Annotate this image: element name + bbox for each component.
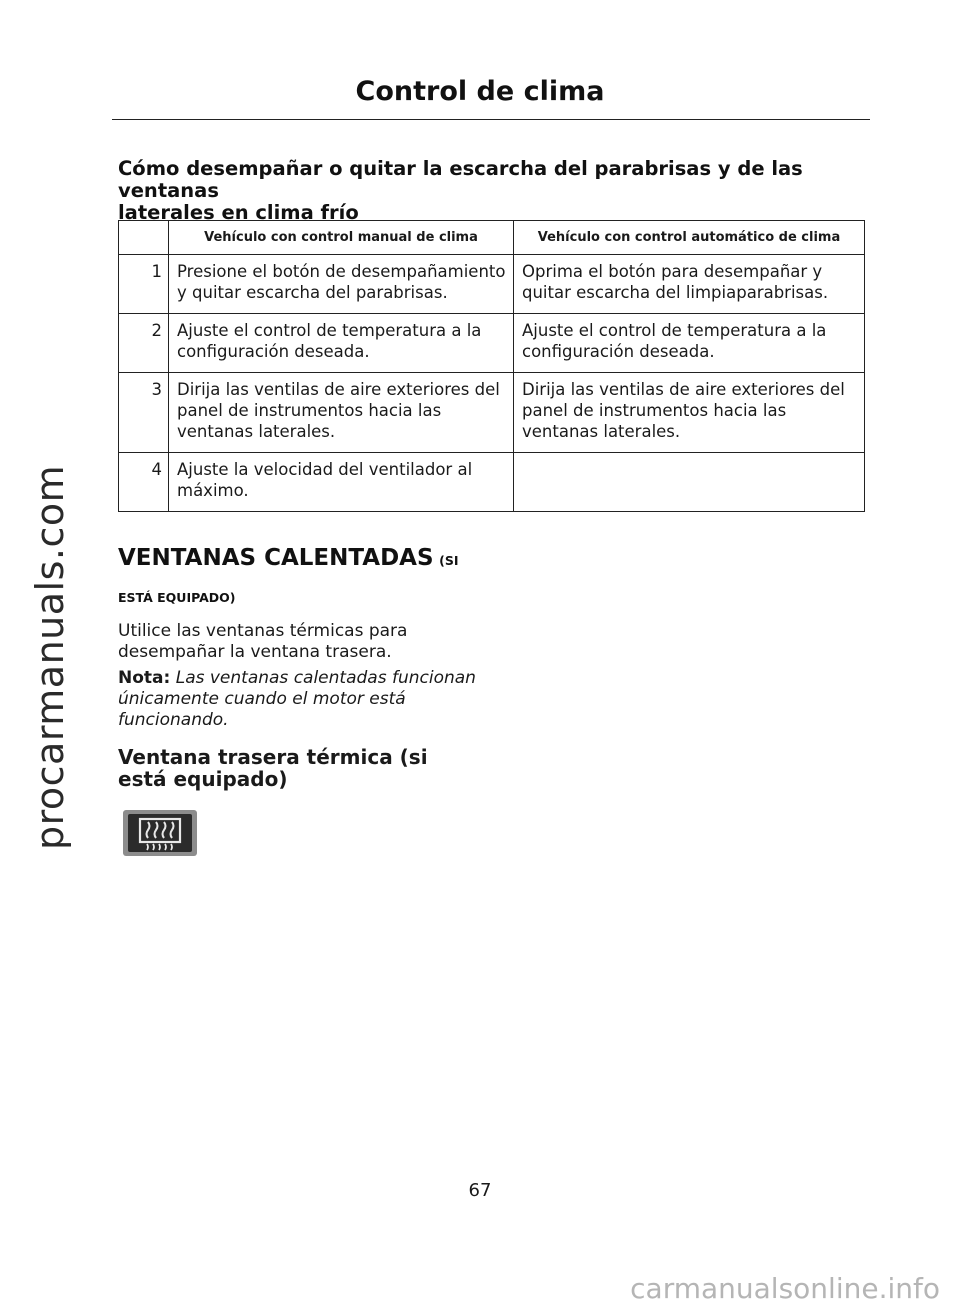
auto-step: Ajuste el control de temperatura a la configuración deseada. [514,314,865,373]
header-divider [112,119,870,120]
page-title: Control de clima [355,76,605,107]
table-row [119,255,865,314]
table-row [119,453,865,512]
manual-step: Presione el botón de desempañamiento y quitar escarcha del parabrisas. [169,255,514,314]
manual-step: Ajuste el control de temperatura a la configuración deseada. [169,314,514,373]
step-number: 2 [119,314,169,373]
step-number: 1 [119,255,169,314]
heated-windows-title: VENTANAS CALENTADAS [118,545,434,571]
note-text: Las ventanas calentadas funcionan únicamente cuando el motor está funcionando. [118,668,476,730]
auto-step: Oprima el botón para desempañar y quitar escarcha del limpiaparabrisas. [514,255,865,314]
table-header-manual: Vehículo con control manual de clima [169,221,514,255]
step-number: 4 [119,453,169,512]
section-title-line1: Cómo desempañar o quitar la escarcha del parabrisas y de las ventanas [118,157,803,202]
section-title-line2: laterales en clima frío [118,201,359,224]
table-header-num [119,221,169,255]
auto-step [514,453,865,512]
heated-windows-body: Utilice las ventanas térmicas para desempañar la ventana trasera. [118,621,408,662]
section-title [118,158,878,224]
table-row [119,314,865,373]
footer-watermark: carmanualsonline.info [630,1272,940,1305]
table-row [119,373,865,453]
page-number: 67 [468,1180,492,1201]
manual-step: Dirija las ventilas de aire exteriores del panel de instrumentos hacia las ventanas laterales. [169,373,514,453]
note-label: Nota: [118,668,171,688]
rear-defrost-icon [123,810,197,856]
defrost-steps-table [118,220,865,512]
heated-windows-heading [118,540,478,616]
manual-step: Ajuste la velocidad del ventilador al máximo. [169,453,514,512]
heated-windows-suffix-1: (SI [439,553,459,568]
table-header-auto: Vehículo con control automático de clima [514,221,865,255]
heated-windows-suffix-2: ESTÁ EQUIPADO) [118,590,236,605]
heated-windows-note [118,668,478,731]
watermark-text: procarmanuals.com [28,464,72,850]
table-header-row [119,221,865,255]
rear-window-heading: Ventana trasera térmica (si está equipado) [118,745,428,791]
auto-step: Dirija las ventilas de aire exteriores del panel de instrumentos hacia las ventanas laterales. [514,373,865,453]
step-number: 3 [119,373,169,453]
